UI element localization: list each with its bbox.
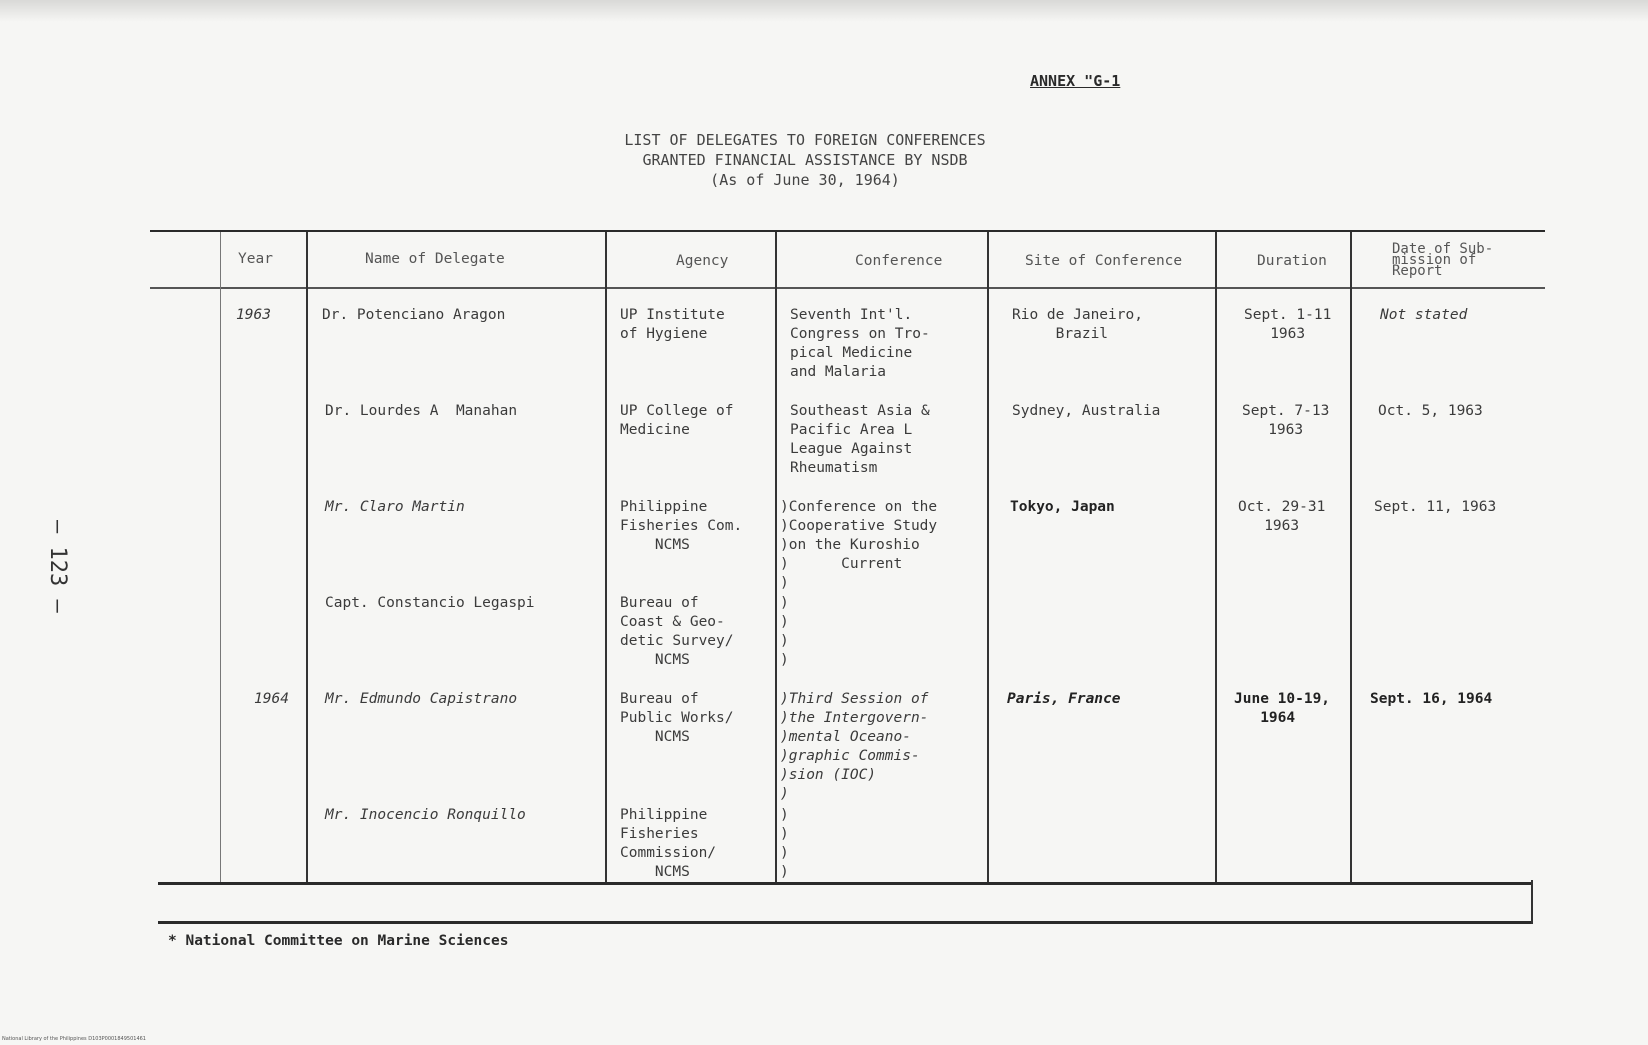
row5-conference: )Third Session of )the Intergovern- )mental Oceano- )graphic Commis- )sion (IOC) ) xyxy=(780,691,929,802)
column-divider xyxy=(1215,232,1217,882)
row6-agency: Philippine Fisheries Commission/ NCMS xyxy=(620,807,717,880)
title-line-3: (As of June 30, 1964) xyxy=(710,171,900,189)
title-line-1: LIST OF DELEGATES TO FOREIGN CONFERENCES xyxy=(624,131,986,149)
row5-year: 1964 xyxy=(254,691,289,707)
row5-name: Mr. Edmundo Capistrano xyxy=(325,691,518,707)
column-divider xyxy=(306,232,308,882)
row2-name: Dr. Lourdes A Manahan xyxy=(325,403,518,419)
page-number: — 123 — xyxy=(45,520,70,613)
header-agency: Agency xyxy=(676,253,729,269)
row1-duration: Sept. 1-11 1963 xyxy=(1244,307,1332,342)
column-divider xyxy=(220,232,221,882)
row3-agency: Philippine Fisheries Com. NCMS xyxy=(620,499,743,553)
annex-label: ANNEX "G-1 xyxy=(1030,72,1121,90)
row6-name: Mr. Inocencio Ronquillo xyxy=(325,807,526,823)
title-line-2: GRANTED FINANCIAL ASSISTANCE BY NSDB xyxy=(642,151,968,169)
row3-name: Mr. Claro Martin xyxy=(325,499,465,515)
column-divider xyxy=(987,232,989,882)
row1-date-report: Not stated xyxy=(1380,307,1468,323)
row2-date-report: Oct. 5, 1963 xyxy=(1378,403,1483,419)
document-title xyxy=(560,130,1050,190)
row4-conference: ) ) ) ) xyxy=(780,595,789,668)
row4-agency: Bureau of Coast & Geo- detic Survey/ NCMS xyxy=(620,595,734,668)
column-divider xyxy=(605,232,607,882)
table-footer-rule xyxy=(158,921,1533,924)
header-year: Year xyxy=(238,251,273,267)
row6-conference: ) ) ) ) xyxy=(780,807,789,880)
table-top-rule xyxy=(150,230,1545,232)
microfilm-caption: National Library of the Philippines D103P0001849501461 xyxy=(2,1036,146,1042)
row3-conference: )Conference on the )Cooperative Study )on the Kuroshio ) Current ) xyxy=(780,499,938,591)
scan-shadow xyxy=(0,0,1648,22)
header-date-report: Date of Sub- mission of Report xyxy=(1392,241,1494,279)
footnote: * National Committee on Marine Sciences xyxy=(168,933,509,949)
row1-name: Dr. Potenciano Aragon xyxy=(322,307,506,323)
row1-year: 1963 xyxy=(236,307,271,323)
row2-agency: UP College of Medicine xyxy=(620,403,734,438)
row1-agency: UP Institute of Hygiene xyxy=(620,307,725,342)
row3-duration: Oct. 29-31 1963 xyxy=(1238,499,1326,534)
row3-site: Tokyo, Japan xyxy=(1010,499,1115,515)
column-divider xyxy=(1350,232,1352,882)
table-right-edge xyxy=(1531,880,1533,924)
row3-date-report: Sept. 11, 1963 xyxy=(1374,499,1497,515)
row2-duration: Sept. 7-13 1963 xyxy=(1242,403,1330,438)
header-bottom-rule xyxy=(150,287,1545,289)
row1-site: Rio de Janeiro, Brazil xyxy=(1012,307,1143,342)
row5-date-report: Sept. 16, 1964 xyxy=(1370,691,1493,707)
header-site: Site of Conference xyxy=(1025,253,1183,269)
row5-agency: Bureau of Public Works/ NCMS xyxy=(620,691,734,745)
row1-conference: Seventh Int'l. Congress on Tro- pical Medicine and Malaria xyxy=(790,307,930,380)
row4-name: Capt. Constancio Legaspi xyxy=(325,595,535,611)
header-name: Name of Delegate xyxy=(365,251,505,267)
column-divider xyxy=(775,232,777,882)
row2-conference: Southeast Asia & Pacific Area L League Against Rheumatism xyxy=(790,403,930,476)
header-duration: Duration xyxy=(1257,253,1327,269)
row2-site: Sydney, Australia xyxy=(1012,403,1161,419)
row5-duration: June 10-19, 1964 xyxy=(1234,691,1331,726)
header-conference: Conference xyxy=(855,253,943,269)
table-bottom-rule xyxy=(158,882,1533,885)
row5-site: Paris, France xyxy=(1007,691,1121,707)
